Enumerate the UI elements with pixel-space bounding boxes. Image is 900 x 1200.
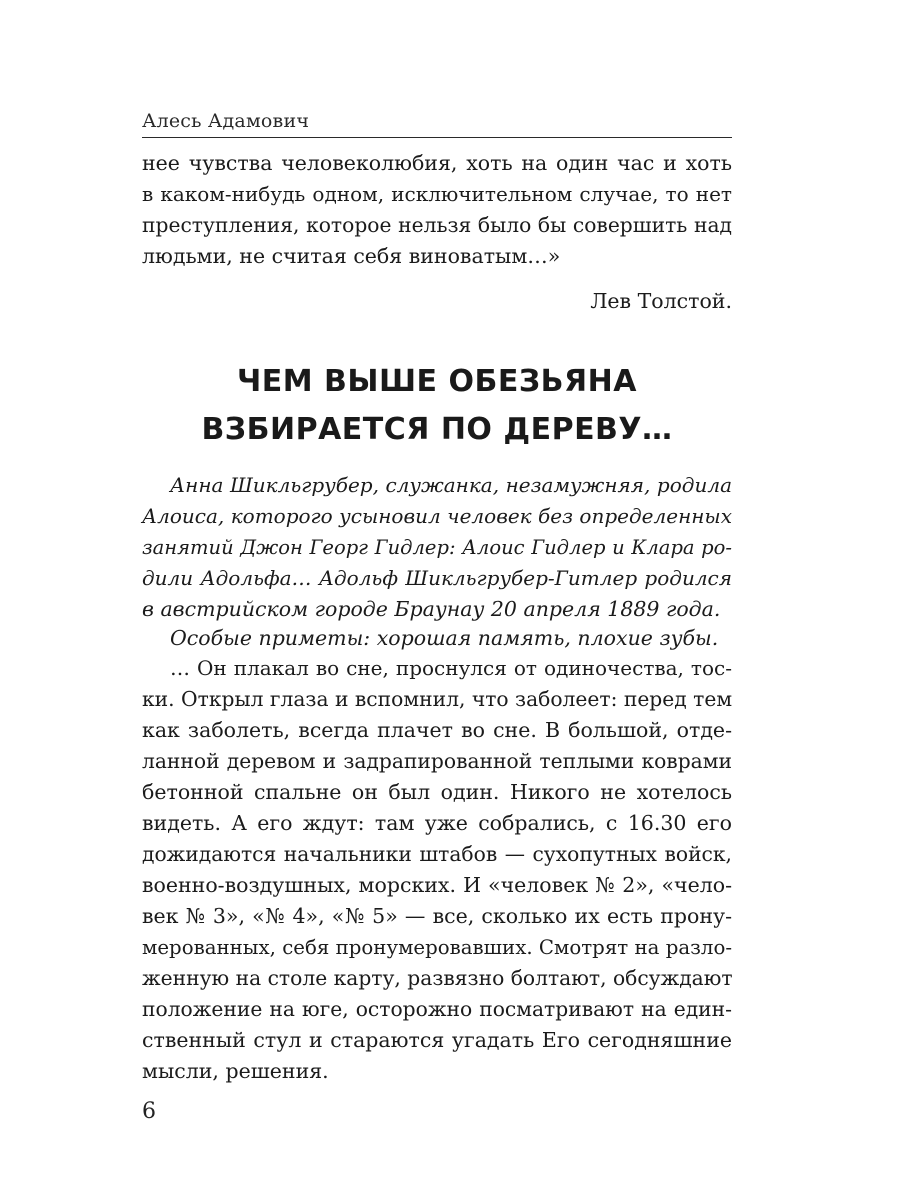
chapter-heading-line-1: ЧЕМ ВЫШЕ ОБЕЗЬЯНА	[237, 364, 637, 399]
book-page	[142, 0, 732, 1200]
quote-line: нее чувства человеколюбия, хоть на один час и хоть	[142, 151, 732, 175]
body-line: ланной деревом и задрапированной теплыми коврами	[142, 749, 732, 773]
quote-line: людьми, не считая себя виноватым…»	[142, 244, 561, 268]
italic-paragraph-line: в австрийском городе Браунау 20 апреля 1889 года.	[142, 597, 721, 621]
body-line: мерованных, себя пронумеровавших. Смотрят на разло-	[142, 936, 733, 959]
running-head: Алесь Адамович	[142, 109, 732, 138]
italic-paragraph-line: дили Адольфа… Адольф Шикльгрубер-Гитлер родился	[142, 566, 732, 590]
italic-paragraph-line: Анна Шикльгрубер, служанка, незамужняя, родила	[170, 473, 732, 497]
page-number: 6	[142, 1099, 156, 1124]
body-line: женную на столе карту, развязно болтают, обсуждают	[142, 966, 733, 990]
quote-attribution: Лев Толстой.	[590, 289, 732, 313]
body-line: ственный стул и стараются угадать Его сегодняшние	[142, 1028, 732, 1052]
italic-paragraph-line: Алоиса, которого усыновил человек без определенных	[142, 504, 732, 528]
quote-line: преступления, которое нельзя было бы совершить над	[142, 213, 732, 237]
body-line: бетонной спальне он был один. Никого не хотелось	[142, 780, 732, 804]
body-line: век № 3», «№ 4», «№ 5» — все, сколько их есть прону-	[142, 904, 732, 928]
body-line: дожидаются начальники штабов — сухопутных войск,	[142, 842, 732, 866]
italic-line: Особые приметы: хорошая память, плохие зубы.	[170, 626, 719, 650]
italic-paragraph-line: занятий Джон Георг Гидлер: Алоис Гидлер и Клара ро-	[142, 536, 732, 559]
body-line: положение на юге, осторожно посматривают на един-	[142, 997, 732, 1021]
body-line: … Он плакал во сне, проснулся от одиночества, тос-	[170, 656, 732, 680]
body-line: видеть. А его ждут: там уже собрались, с 16.30 его	[142, 811, 732, 835]
body-line: как заболеть, всегда плачет во сне. В большой, отде-	[142, 718, 732, 742]
body-line: мысли, решения.	[142, 1059, 329, 1083]
chapter-heading-line-2: ВЗБИРАЕТСЯ ПО ДЕРЕВУ…	[201, 412, 673, 447]
quote-line: в каком-нибудь одном, исключительном случае, то нет	[142, 182, 732, 206]
body-line: ки. Открыл глаза и вспомнил, что заболеет: перед тем	[142, 687, 733, 711]
body-line: военно-воздушных, морских. И «человек № 2», «чело-	[142, 873, 732, 897]
